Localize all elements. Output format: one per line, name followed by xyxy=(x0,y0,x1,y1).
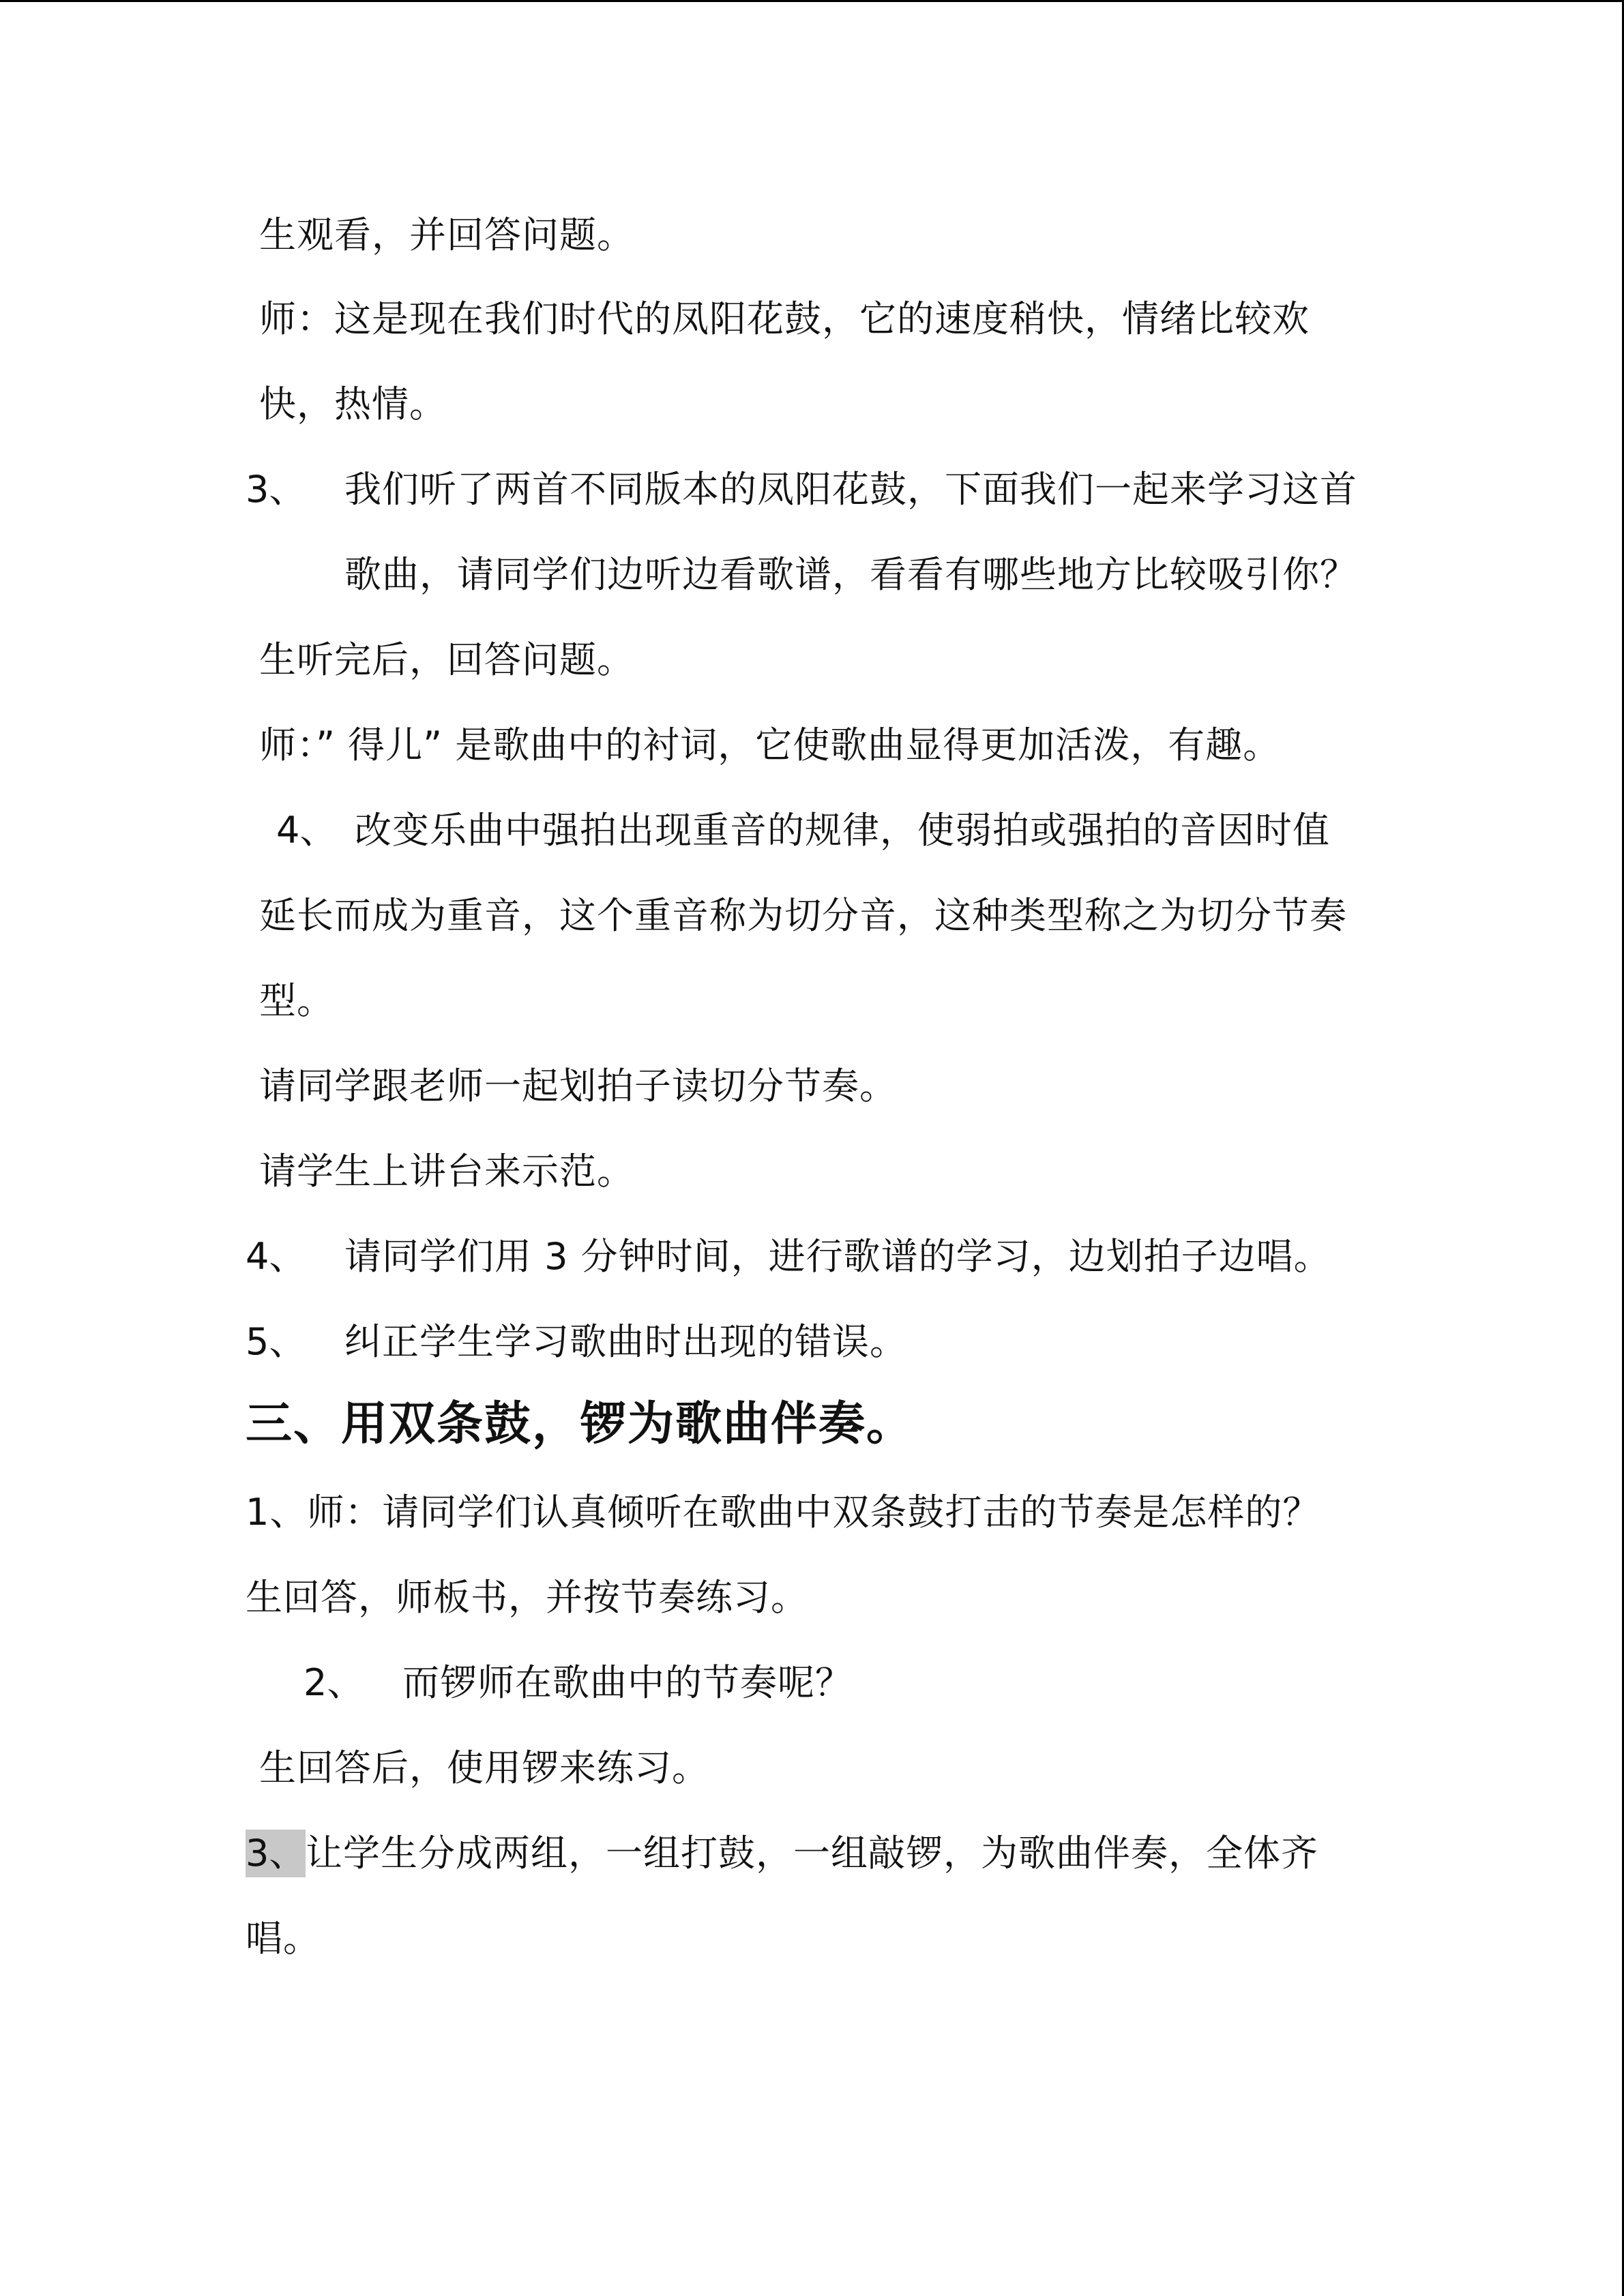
paragraph-line: 师：这是现在我们时代的凤阳花鼓，它的速度稍快，情绪比较欢 xyxy=(259,297,1310,340)
section-heading: 三、用双条鼓，锣为歌曲伴奏。 xyxy=(246,1397,915,1451)
list-item-text: 改变乐曲中强拍出现重音的规律，使弱拍或强拍的音因时值 xyxy=(355,809,1330,852)
paragraph-line: 生听完后，回答问题。 xyxy=(259,638,634,681)
list-number: 2、 xyxy=(304,1661,364,1704)
list-number: 4、 xyxy=(246,1235,306,1278)
paragraph-line: 生回答，师板书，并按节奏练习。 xyxy=(246,1576,808,1619)
list-item-text: 纠正学生学习歌曲时出现的错误。 xyxy=(344,1320,907,1363)
list-item-text: 请同学们用 3 分钟时间，进行歌谱的学习，边划拍子边唱。 xyxy=(344,1235,1331,1278)
paragraph-line: 师：” 得儿” 是歌曲中的衬词，它使歌曲显得更加活泼，有趣。 xyxy=(259,724,1281,766)
paragraph-line: 延长而成为重音，这个重音称为切分音，这种类型称之为切分节奏 xyxy=(259,894,1347,937)
list-number: 4、 xyxy=(276,809,337,852)
paragraph-line: 请同学跟老师一起划拍子读切分节奏。 xyxy=(259,1064,897,1107)
paragraph-line: 唱。 xyxy=(246,1917,321,1960)
paragraph-line: 生回答后，使用锣来练习。 xyxy=(259,1746,709,1789)
list-number: 5、 xyxy=(246,1320,306,1363)
paragraph-line: 请学生上讲台来示范。 xyxy=(259,1150,634,1193)
list-item-text: 歌曲，请同学们边听边看歌谱，看看有哪些地方比较吸引你？ xyxy=(344,553,1357,596)
page-top-border xyxy=(0,0,1624,2)
paragraph-line: 型。 xyxy=(259,979,334,1022)
highlighted-list-number: 3、 xyxy=(246,1830,306,1877)
list-item-text: 而锣师在歌曲中的节奏呢？ xyxy=(402,1661,853,1704)
paragraph-line: 快，热情。 xyxy=(259,383,447,426)
list-item-text: 我们听了两首不同版本的凤阳花鼓，下面我们一起来学习这首 xyxy=(344,468,1357,511)
paragraph-line: 生观看，并回答问题。 xyxy=(259,213,634,256)
paragraph-line: 1、师：请同学们认真倾听在歌曲中双条鼓打击的节奏是怎样的？ xyxy=(246,1491,1320,1534)
list-item-text: 让学生分成两组，一组打鼓，一组敲锣，为歌曲伴奏，全体齐 xyxy=(306,1832,1318,1875)
list-number: 3、 xyxy=(246,468,306,511)
